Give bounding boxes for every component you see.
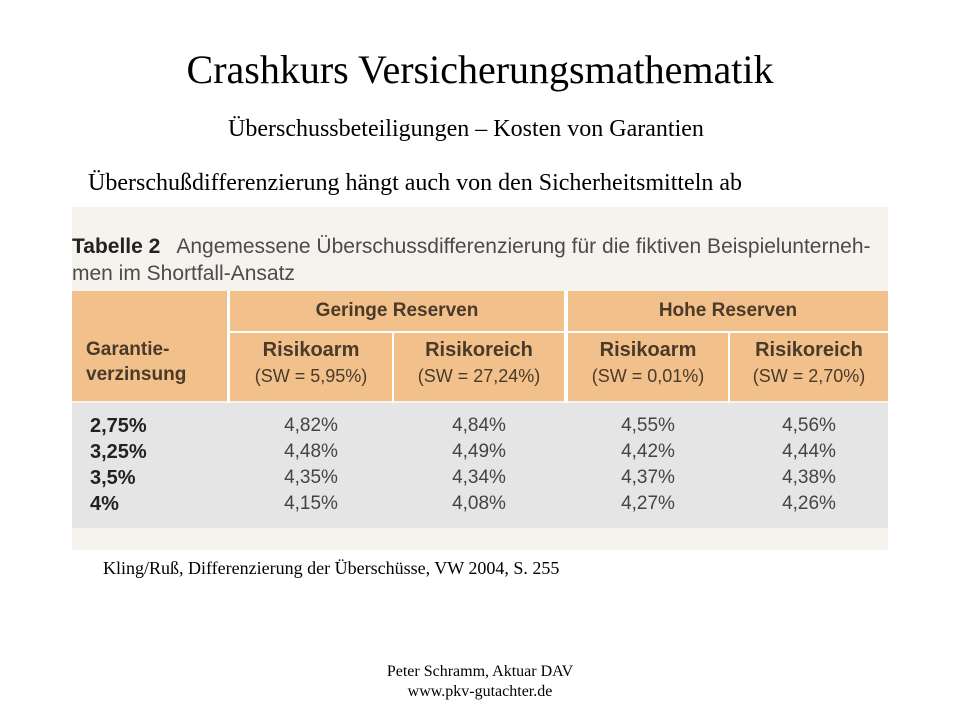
table-cell: 4,44% xyxy=(782,441,836,462)
column-name: Risikoarm xyxy=(599,339,697,361)
table-caption-line-1: Angemessene Überschussdifferenzierung für die fiktiven Beispielunterneh- xyxy=(176,235,871,258)
row-rate: 3,25% xyxy=(90,441,147,463)
column-sw: (SW = 5,95%) xyxy=(254,366,368,386)
group-header-hohe-reserven: Hohe Reserven xyxy=(658,300,798,321)
group-header-geringe-reserven: Geringe Reserven xyxy=(315,300,479,321)
footer-website: www.pkv-gutachter.de xyxy=(407,683,553,700)
table-cell: 4,27% xyxy=(621,493,675,514)
table-cell: 4,48% xyxy=(284,441,338,462)
table-cell: 4,38% xyxy=(782,467,836,488)
row-rate: 3,5% xyxy=(90,467,136,489)
column-header xyxy=(568,337,728,397)
table-caption xyxy=(72,235,871,259)
row-header-line-1: Garantie- xyxy=(86,339,170,360)
group-divider-line xyxy=(230,331,888,333)
row-header-line-2: verzinsung xyxy=(86,364,187,385)
row-rate: 2,75% xyxy=(90,415,147,437)
slide-title: Crashkurs Versicherungsmathematik xyxy=(186,47,774,92)
source-citation: Kling/Ruß, Differenzierung der Überschüsse, VW 2004, S. 255 xyxy=(103,558,560,578)
column-name: Risikoarm xyxy=(262,339,360,361)
column-sw: (SW = 0,01%) xyxy=(591,366,705,386)
table-cell: 4,42% xyxy=(621,441,675,462)
table-caption-line-2: men im Shortfall-Ansatz xyxy=(72,262,295,285)
column-sw: (SW = 27,24%) xyxy=(417,366,541,386)
table-cell: 4,26% xyxy=(782,493,836,514)
footer-author: Peter Schramm, Aktuar DAV xyxy=(386,663,574,680)
table-cell: 4,08% xyxy=(452,493,506,514)
row-rate: 4% xyxy=(90,493,119,515)
table-cell: 4,82% xyxy=(284,415,338,436)
table-label: Tabelle 2 xyxy=(72,235,161,258)
scanned-table-image xyxy=(72,207,888,550)
row-header-garantieverzinsung xyxy=(86,337,226,387)
table-cell: 4,15% xyxy=(284,493,338,514)
table-cell: 4,37% xyxy=(621,467,675,488)
column-name: Risikoreich xyxy=(425,339,533,361)
table-cell: 4,55% xyxy=(621,415,675,436)
column-name: Risikoreich xyxy=(755,339,863,361)
table-cell: 4,56% xyxy=(782,415,836,436)
table-cell: 4,49% xyxy=(452,441,506,462)
lead-statement: Überschußdifferenzierung hängt auch von den Sicherheitsmitteln ab xyxy=(88,170,743,196)
column-header xyxy=(230,337,392,397)
slide-subtitle: Überschussbeteiligungen – Kosten von Garantien xyxy=(228,116,704,142)
table-cell: 4,84% xyxy=(452,415,506,436)
column-header xyxy=(730,337,888,397)
table-cell: 4,34% xyxy=(452,467,506,488)
slide-footer xyxy=(0,662,960,702)
column-sw: (SW = 2,70%) xyxy=(752,366,866,386)
column-header xyxy=(394,337,564,397)
table-cell: 4,35% xyxy=(284,467,338,488)
